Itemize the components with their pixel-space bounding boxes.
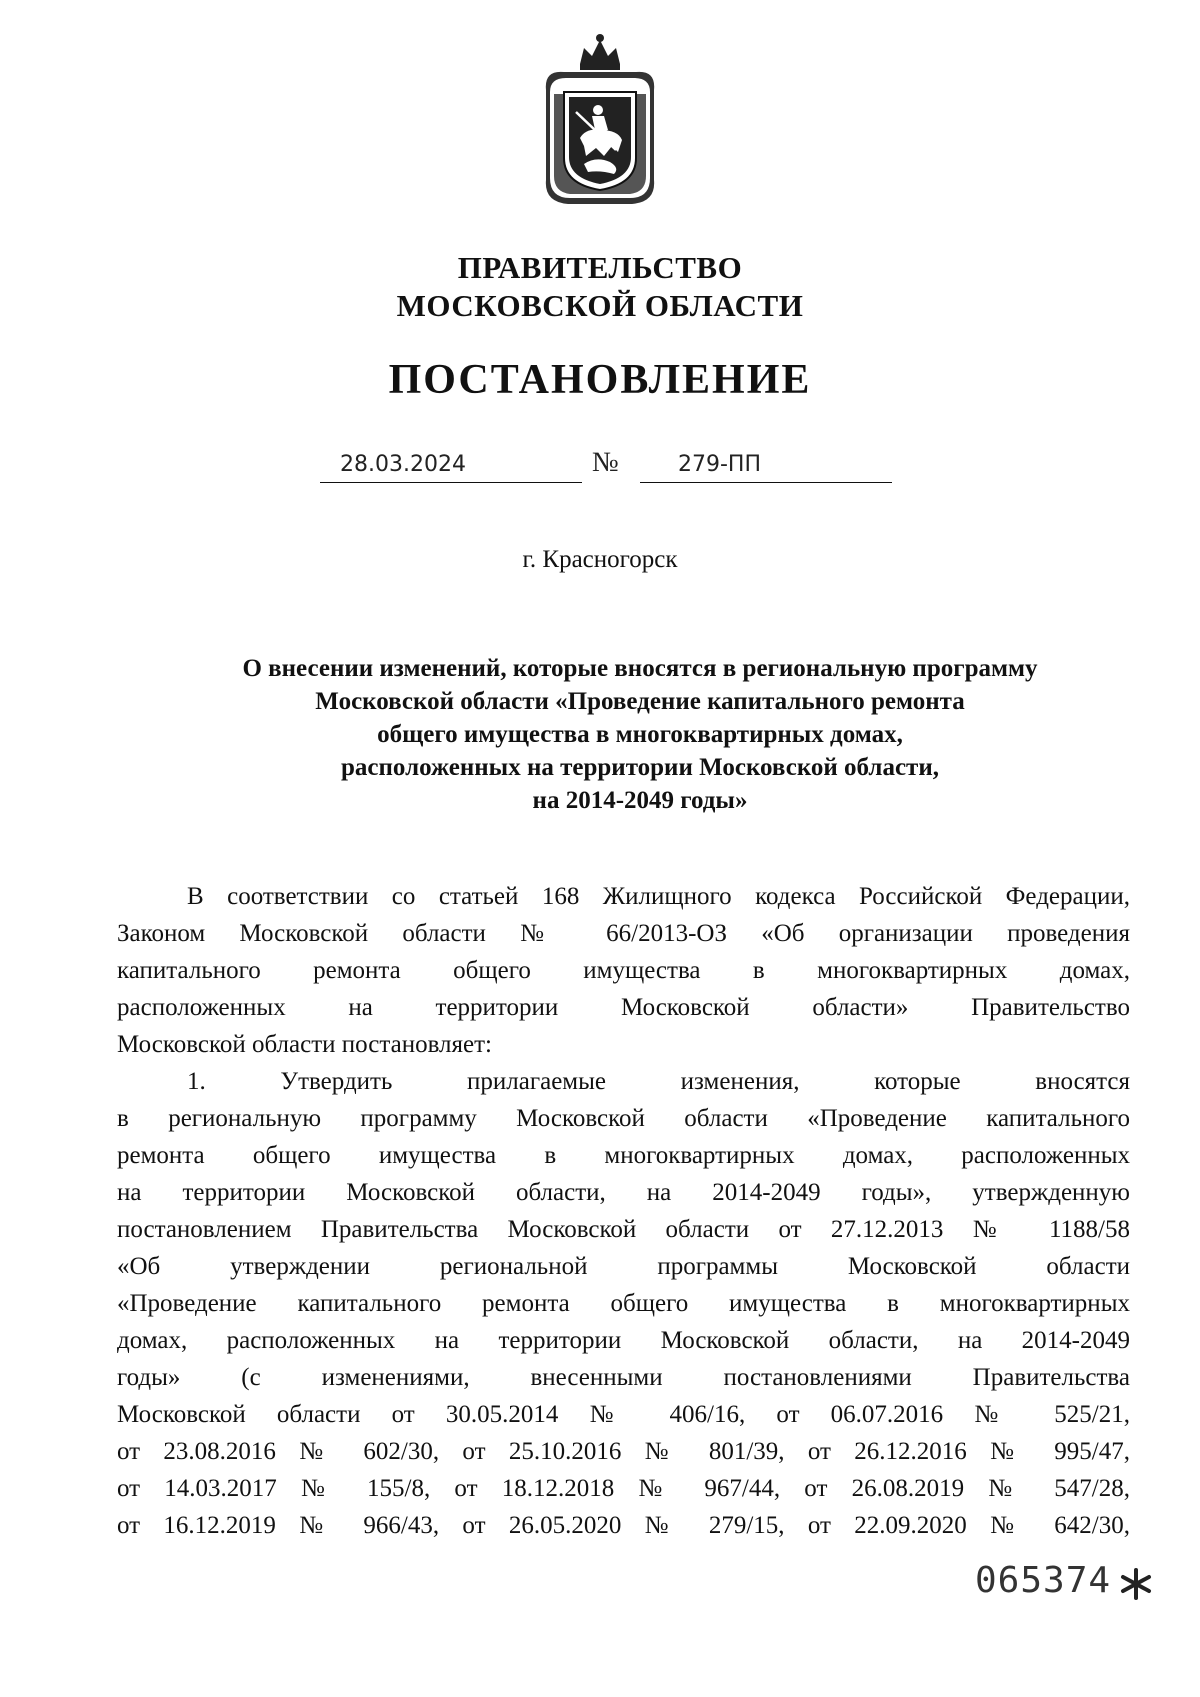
number-sign: № <box>592 447 619 478</box>
number-value: 279-ПП <box>678 452 762 477</box>
body-line: В соответствии со статьей 168 Жилищного кодекса Российской Федерации, <box>187 883 1130 910</box>
body-line: «Об утверждении региональной программы Московской области <box>117 1253 1130 1280</box>
body-line: Московской области от 30.05.2014 № 406/16, от 06.07.2016 № 525/21, <box>117 1401 1130 1428</box>
title-line: общего имущества в многоквартирных домах, <box>377 721 903 748</box>
title-line: на 2014-2049 годы» <box>532 787 748 814</box>
body-line: Законом Московской области № 66/2013-ОЗ «Об организации проведения <box>117 920 1130 947</box>
title-line: Московской области «Проведение капитального ремонта <box>315 688 965 715</box>
date-field <box>320 452 582 483</box>
organization-name-line2: МОСКОВСКОЙ ОБЛАСТИ <box>396 288 804 323</box>
body-line: капитального ремонта общего имущества в многоквартирных домах, <box>117 957 1130 984</box>
date-value: 28.03.2024 <box>340 452 466 477</box>
body-line: постановлением Правительства Московской области от 27.12.2013 № 1188/58 <box>117 1216 1130 1243</box>
body-line: 1. Утвердить прилагаемые изменения, которые вносятся <box>187 1068 1130 1095</box>
body-line: Московской области постановляет: <box>117 1031 492 1058</box>
body-line: расположенных на территории Московской области» Правительство <box>117 994 1130 1021</box>
body-line: на территории Московской области, на 2014-2049 годы», утвержденную <box>117 1179 1130 1206</box>
serial-number: 065374 <box>975 1560 1112 1601</box>
body-line: домах, расположенных на территории Московской области, на 2014-2049 <box>117 1327 1130 1354</box>
body-line: «Проведение капитального ремонта общего имущества в многоквартирных <box>117 1290 1130 1317</box>
asterisk-icon <box>1118 1566 1154 1602</box>
city-line: г. Красногорск <box>522 546 678 573</box>
number-field <box>640 452 892 483</box>
organization-name-line1: ПРАВИТЕЛЬСТВО <box>457 250 743 285</box>
body-line: годы» (с изменениями, внесенными постановлениями Правительства <box>117 1364 1130 1391</box>
document-type: ПОСТАНОВЛЕНИЕ <box>388 357 812 403</box>
body-line: от 16.12.2019 № 966/43, от 26.05.2020 № 279/15, от 22.09.2020 № 642/30, <box>117 1512 1130 1539</box>
coat-of-arms-icon <box>536 30 664 212</box>
body-line: в региональную программу Московской области «Проведение капитального <box>117 1105 1130 1132</box>
body-line: от 14.03.2017 № 155/8, от 18.12.2018 № 967/44, от 26.08.2019 № 547/28, <box>117 1475 1130 1502</box>
title-line: О внесении изменений, которые вносятся в региональную программу <box>242 655 1038 682</box>
body-line: ремонта общего имущества в многоквартирных домах, расположенных <box>117 1142 1130 1169</box>
document-body <box>117 878 1130 1544</box>
document-title <box>160 652 1120 817</box>
body-line: от 23.08.2016 № 602/30, от 25.10.2016 № 801/39, от 26.12.2016 № 995/47, <box>117 1438 1130 1465</box>
title-line: расположенных на территории Московской области, <box>341 754 939 781</box>
